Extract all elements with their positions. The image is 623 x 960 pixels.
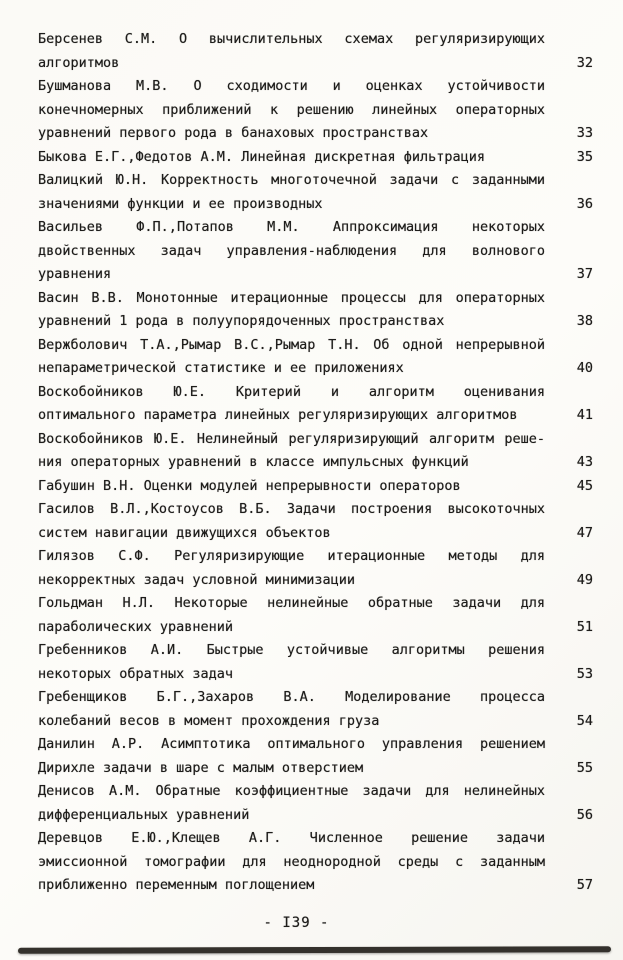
entry-lines [38,733,545,780]
entry-line: уравнения [38,266,112,282]
entry-line: значениями функции и ее производных [38,195,323,212]
toc-entry [38,169,593,216]
entry-page-number: 53 [576,665,593,682]
entry-page-number: 43 [576,454,593,470]
entry-line: Быкова Е.Г.,Федотов А.М. Линейная дискретная фильтрация [38,148,486,165]
entry-page-number: 45 [576,477,593,494]
entry-line: Данилин А.Р. Асимптотика оптимального управления решением [38,736,545,752]
toc-entry [38,592,593,639]
entry-page-number: 57 [576,877,593,893]
entry-line: уравнений 1 рода в полуупорядоченных пространствах [38,313,445,329]
entry-line: непараметрической статистике и ее приложениях [38,360,404,376]
entry-lines [38,146,545,170]
toc-entry [38,639,593,686]
entry-line: Габушин В.Н. Оценки модулей непрерывности операторов [38,477,461,494]
entry-line: Денисов А.М. Обратные коэффициентные задачи для нелинейных [38,783,545,799]
entry-lines [38,780,545,827]
entry-lines [38,428,545,475]
toc-entry [38,428,593,475]
entry-lines [38,169,545,216]
entry-line: ния операторных уравнений в классе импульсных функций [38,454,469,470]
entry-page-number: 40 [576,360,593,376]
entry-line: некорректных задач условной минимизации [38,571,355,588]
toc-entry [38,545,593,592]
entry-page-number: 35 [576,148,593,165]
entry-line: алгоритмов [38,54,120,71]
toc-entry [38,686,593,733]
entry-line: Гилязов С.Ф. Регуляризирующие итерационные методы для [38,548,545,564]
page-footer: - I39 - [263,914,330,931]
entry-line: уравнений первого рода в банаховых пространствах [38,125,429,141]
toc-entry [38,475,593,499]
entry-page-number: 32 [576,54,593,71]
entry-line: некоторых обратных задач [38,665,234,682]
entry-line: колебаний весов в момент прохождения груза [38,712,380,729]
entry-lines [38,639,545,686]
entry-lines [38,498,545,545]
entry-page-number: 38 [576,313,593,329]
toc-entry [38,381,593,428]
entry-line: параболических уравнений [38,618,234,635]
entry-line: Воскобойников Ю.Е. Нелинейный регуляризирующий алгоритм реше- [38,430,545,447]
entry-line: Вержболович Т.А.,Рымар В.С.,Рымар Т.Н. Об одной непрерывной [38,336,545,353]
entry-lines [38,287,545,334]
entry-line: Васильев Ф.П.,Потапов М.М. Аппроксимация некоторых [38,219,545,235]
entry-page-number: 41 [576,407,593,423]
entry-page-number: 54 [576,712,593,729]
entry-lines [38,686,545,733]
entry-line: систем навигации движущихся объектов [38,524,331,541]
entry-line: дифференциальных уравнений [38,806,250,823]
entry-lines [38,216,545,287]
toc-entry [38,780,593,827]
toc-entry [38,216,593,287]
entry-page-number: 56 [576,806,593,823]
entry-line: Дирихле задачи в шаре с малым отверстием [38,759,364,776]
entry-line: приближенно переменным поглощением [38,877,315,893]
entry-lines [38,334,545,381]
entry-lines [38,592,545,639]
toc-entry [38,146,593,170]
entry-line: эмиссионной томографии для неоднородной среды с заданным [38,853,545,870]
toc-entry [38,287,593,334]
entry-line: Гребенщиков Б.Г.,Захаров В.А. Моделирование процесса [38,689,545,705]
toc-entry [38,498,593,545]
entry-line: Воскобойников Ю.Е. Критерий и алгоритм оценивания [38,383,545,400]
entry-page-number: 33 [576,125,593,141]
entry-line: Валицкий Ю.Н. Корректность многоточечной задачи с заданными [38,172,545,188]
entry-line: Берсенев С.М. О вычислительных схемах регуляризирующих [38,31,545,47]
toc-entry [38,28,593,75]
toc-entry [38,334,593,381]
entry-line: Гольдман Н.Л. Некоторые нелинейные обратные задачи для [38,595,545,611]
entry-line: Гребенников А.И. Быстрые устойчивые алгоритмы решения [38,642,545,658]
entry-line: Деревцов Е.Ю.,Клещев А.Г. Численное решение задачи [38,830,545,846]
entry-page-number: 37 [576,266,593,282]
entry-lines [38,475,545,499]
entry-page-number: 49 [576,571,593,588]
entry-line: двойственных задач управления-наблюдения для волнового [38,242,545,259]
entry-page-number: 55 [576,759,593,776]
entry-line: конечномерных приближений к решению линейных операторных [38,101,545,118]
entry-line: Гасилов В.Л.,Костоусов В.Б. Задачи построения высокоточных [38,501,545,517]
entry-lines [38,75,545,146]
entry-lines [38,827,545,898]
scan-edge-bottom [18,946,611,954]
entry-lines [38,545,545,592]
toc-entry [38,827,593,898]
toc-entry [38,75,593,146]
entry-line: Бушманова М.В. О сходимости и оценках устойчивости [38,78,545,94]
entry-line: Васин В.В. Монотонные итерационные процессы для операторных [38,289,545,306]
entry-page-number: 47 [576,524,593,541]
entry-lines [38,28,545,75]
entry-page-number: 51 [576,618,593,635]
toc-entry [38,733,593,780]
entry-line: оптимального параметра линейных регуляризирующих алгоритмов [38,407,518,423]
entry-lines [38,381,545,428]
entry-page-number: 36 [576,195,593,212]
